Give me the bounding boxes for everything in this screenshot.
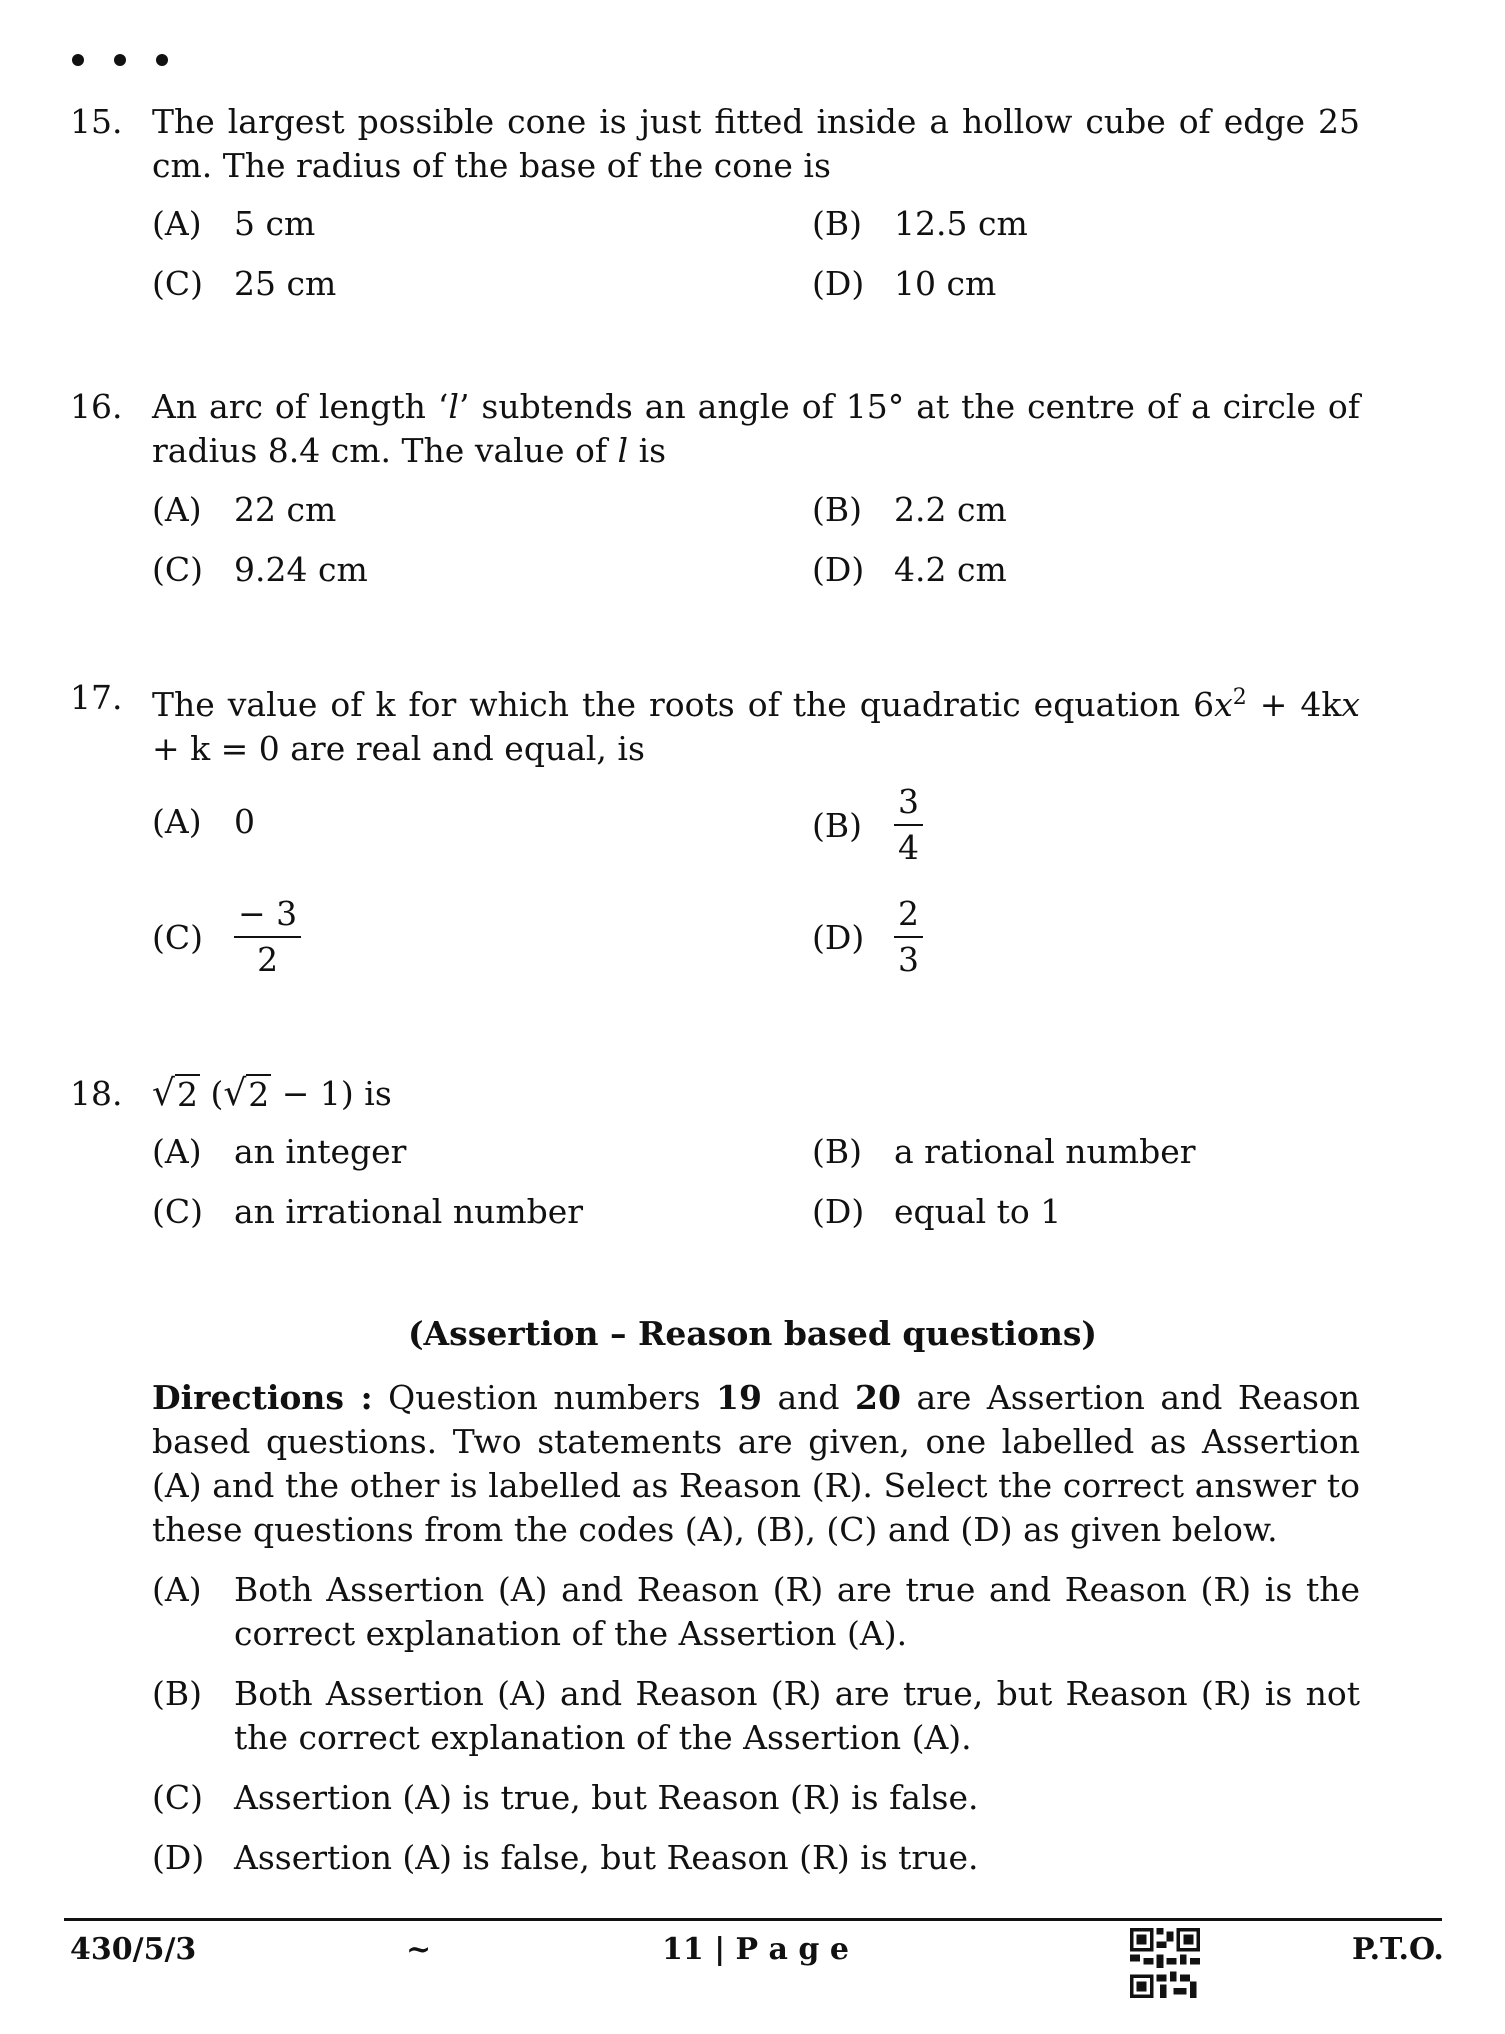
option-label: (D) — [812, 917, 865, 957]
option-b — [812, 204, 1028, 243]
fraction-denominator: 3 — [898, 940, 919, 979]
option-label: (D) — [812, 264, 865, 303]
code-label: (C) — [152, 1778, 203, 1817]
qr-code-icon — [1130, 1928, 1200, 1998]
option-value: 25 cm — [234, 264, 337, 303]
fraction — [894, 892, 923, 982]
directions-text: Directions : Question numbers 19 and 20 are Assertion and Reason based questions. Two statements are given, one labelled as Assertion (A) and the other is labelled as Reason (R). Select the correct answer to these questions from the codes (A), (B), (C) and (D) as given below. — [152, 1378, 1360, 1549]
option-label: (A) — [152, 490, 202, 529]
question-15 — [70, 100, 1360, 188]
option-c — [152, 1192, 583, 1231]
option-value: 9.24 cm — [234, 550, 368, 589]
fraction-denominator: 2 — [257, 940, 279, 979]
question-text: The value of k for which the roots of the quadratic equation $6x^2 + 4kx + k = 0$ are real and equal, is — [152, 685, 1360, 768]
fraction-numerator: 3 — [894, 780, 923, 826]
option-label: (B) — [812, 805, 862, 845]
question-17 — [70, 676, 1360, 771]
option-b — [812, 780, 923, 870]
option-value: an integer — [234, 1132, 407, 1171]
option-label: (B) — [812, 204, 862, 243]
code-label: (A) — [152, 1570, 202, 1609]
square-root: √ 2 — [223, 1073, 270, 1114]
footer-tilde: ~ — [406, 1932, 432, 1967]
option-value: 22 cm — [234, 490, 337, 529]
code-c — [152, 1776, 1360, 1820]
code-text: Assertion (A) is true, but Reason (R) is false. — [234, 1778, 979, 1817]
option-a — [152, 490, 336, 529]
option-value: 0 — [234, 802, 255, 841]
option-label: (B) — [812, 1132, 862, 1171]
dot-icon — [114, 54, 126, 66]
question-16 — [70, 385, 1360, 473]
option-c — [152, 264, 336, 303]
option-a — [152, 204, 315, 243]
pto-label: P.T.O. — [1352, 1932, 1444, 1967]
question-text: An arc of length ‘l’ subtends an angle of 15° at the centre of a circle of radius 8.4 cm. The value of l is — [152, 387, 1360, 470]
bullet-dots — [72, 54, 168, 66]
option-value: equal to 1 — [894, 1192, 1062, 1231]
fraction-denominator: 4 — [898, 828, 919, 867]
dot-icon — [72, 54, 84, 66]
question-number: 16. — [70, 387, 123, 426]
fraction — [234, 892, 301, 982]
question-number: 18. — [70, 1074, 123, 1113]
option-value: an irrational number — [234, 1192, 584, 1231]
code-text: Assertion (A) is false, but Reason (R) is true. — [234, 1838, 979, 1877]
option-label: (A) — [152, 1132, 202, 1171]
option-value: 4.2 cm — [894, 550, 1007, 589]
square-root: √ 2 — [152, 1073, 198, 1114]
question-text: The largest possible cone is just fitted inside a hollow cube of edge 25 cm. The radius of the base of the cone is — [152, 102, 1360, 185]
option-value: 12.5 cm — [894, 204, 1028, 243]
option-value: 5 cm — [234, 204, 316, 243]
option-value: a rational number — [894, 1132, 1196, 1171]
footer-divider — [64, 1918, 1442, 1921]
section-title: (Assertion – Reason based questions) — [407, 1314, 1098, 1353]
paper-code: 430/5/3 — [70, 1932, 197, 1967]
option-label: (A) — [152, 802, 202, 841]
option-a — [152, 1132, 406, 1171]
option-b — [812, 1132, 1196, 1171]
question-number: 17. — [70, 678, 123, 717]
option-value: 2.2 cm — [894, 490, 1007, 529]
option-d — [812, 264, 996, 303]
question-18 — [70, 1072, 1360, 1116]
code-label: (D) — [152, 1838, 205, 1877]
option-c — [152, 892, 301, 982]
option-label: (D) — [812, 1192, 865, 1231]
option-label: (C) — [152, 1192, 203, 1231]
option-b — [812, 490, 1007, 529]
code-label: (B) — [152, 1674, 202, 1713]
option-label: (A) — [152, 204, 202, 243]
option-d — [812, 550, 1007, 589]
fraction-numerator: − 3 — [234, 892, 301, 938]
option-value: 10 cm — [894, 264, 997, 303]
option-d — [812, 1192, 1061, 1231]
option-d — [812, 892, 923, 982]
page-number: 11 | P a g e — [662, 1932, 849, 1967]
fraction-numerator: 2 — [894, 892, 923, 938]
option-label: (B) — [812, 490, 862, 529]
option-label: (C) — [152, 917, 203, 957]
question-number: 15. — [70, 102, 123, 141]
question-text: √ 2 ( √ 2 − 1) is — [152, 1073, 392, 1114]
code-text: Both Assertion (A) and Reason (R) are true and Reason (R) is the correct explanation of the Assertion (A). — [234, 1570, 1360, 1653]
option-c — [152, 550, 368, 589]
option-label: (C) — [152, 550, 203, 589]
code-b — [152, 1672, 1360, 1760]
option-a — [152, 802, 255, 841]
code-text: Both Assertion (A) and Reason (R) are true, but Reason (R) is not the correct explanation of the Assertion (A). — [234, 1674, 1360, 1757]
option-label: (D) — [812, 550, 865, 589]
fraction — [894, 780, 923, 870]
code-d — [152, 1836, 1360, 1880]
option-label: (C) — [152, 264, 203, 303]
dot-icon — [156, 54, 168, 66]
code-a — [152, 1568, 1360, 1656]
